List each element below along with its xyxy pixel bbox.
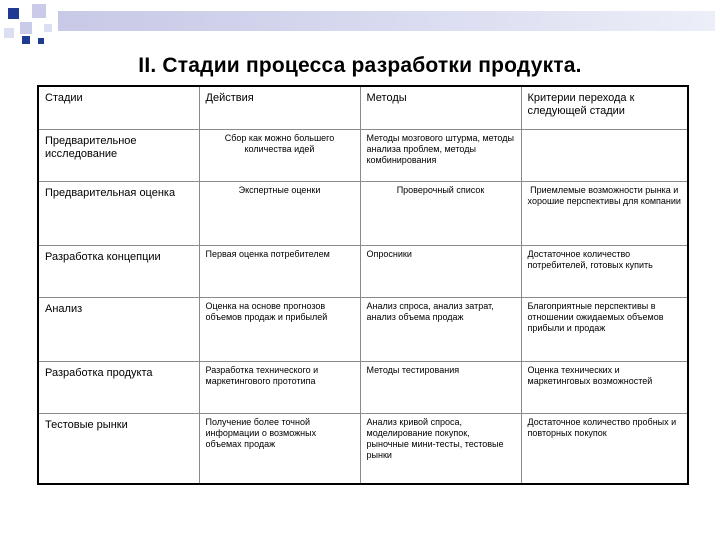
action-cell: Сбор как можно большего количества идей [199,130,360,182]
decor-square [4,28,14,38]
decor-square [38,38,44,44]
table-row [38,414,688,484]
methods-cell: Методы тестирования [360,362,521,414]
methods-cell: Анализ кривой спроса, моделирование покупок, рыночные мини-тесты, тестовые рынки [360,414,521,484]
action-cell: Разработка технического и маркетингового прототипа [199,362,360,414]
stage-cell: Предварительная оценка [38,182,199,246]
criteria-cell: Оценка технических и маркетинговых возможностей [521,362,688,414]
stage-cell: Тестовые рынки [38,414,199,484]
stage-cell: Анализ [38,298,199,362]
header-gradient-bar [58,11,715,31]
decor-square [8,8,19,19]
stage-cell: Разработка продукта [38,362,199,414]
criteria-cell: Благоприятные перспективы в отношении ожидаемых объемов прибыли и продаж [521,298,688,362]
table-header-row [38,86,688,130]
table-row [38,298,688,362]
table-row [38,130,688,182]
criteria-cell: Достаточное количество пробных и повторных покупок [521,414,688,484]
stage-cell: Предварительное исследование [38,130,199,182]
table-row [38,246,688,298]
header-methods: Методы [360,86,521,130]
header-criteria: Критерии перехода к следующей стадии [521,86,688,130]
methods-cell: Анализ спроса, анализ затрат, анализ объема продаж [360,298,521,362]
criteria-cell [521,130,688,182]
table-row [38,182,688,246]
slide-title: II. Стадии процесса разработки продукта. [138,54,582,77]
action-cell: Оценка на основе прогнозов объемов продаж и прибылей [199,298,360,362]
decor-square [32,4,46,18]
header-actions: Действия [199,86,360,130]
decor-square [44,24,52,32]
criteria-cell: Приемлемые возможности рынка и хорошие перспективы для компании [521,182,688,246]
methods-cell: Методы мозгового штурма, методы анализа проблем, методы комбинирования [360,130,521,182]
decor-square [22,36,30,44]
methods-cell: Проверочный список [360,182,521,246]
methods-cell: Опросники [360,246,521,298]
action-cell: Экспертные оценки [199,182,360,246]
stages-table [37,85,689,485]
action-cell: Первая оценка потребителем [199,246,360,298]
header-stages: Стадии [38,86,199,130]
action-cell: Получение более точной информации о возможных объемах продаж [199,414,360,484]
table-row [38,362,688,414]
criteria-cell: Достаточное количество потребителей, готовых купить [521,246,688,298]
stage-cell: Разработка концепции [38,246,199,298]
decor-square [20,22,32,34]
